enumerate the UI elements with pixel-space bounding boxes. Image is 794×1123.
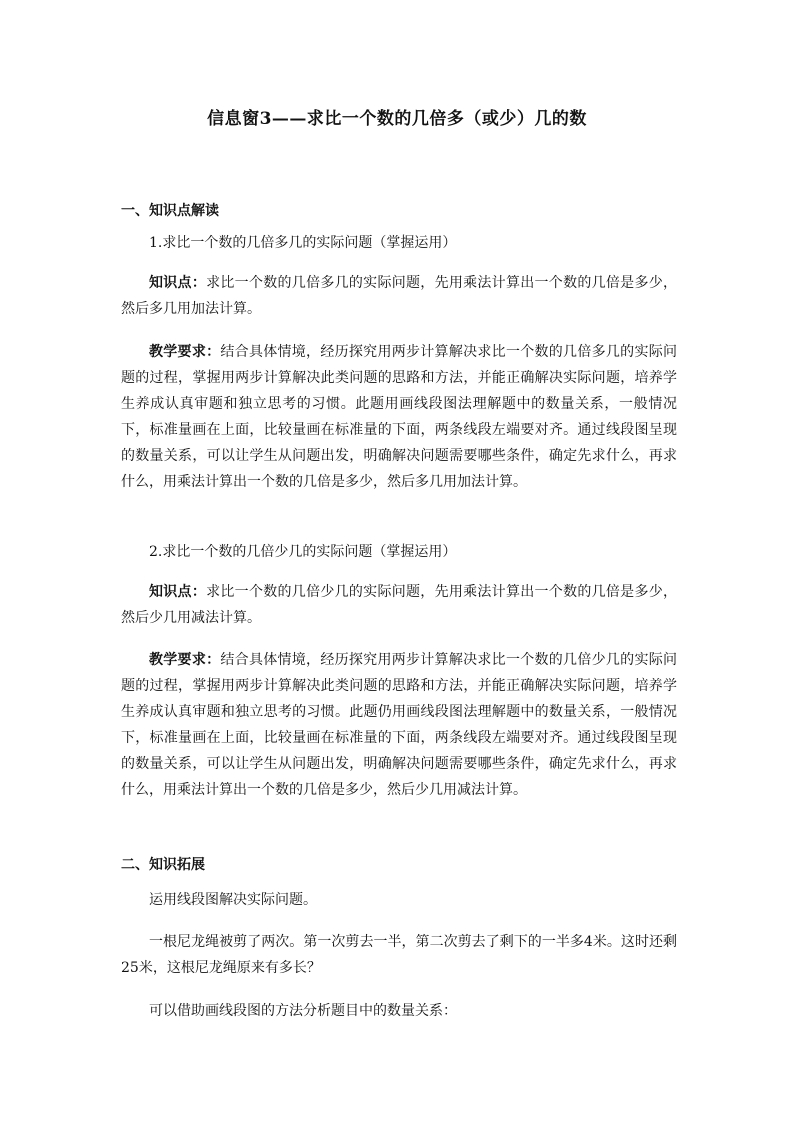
extension-hint: 可以借助画线段图的方法分析题目中的数量关系： xyxy=(149,1003,457,1019)
teaching-label: 教学要求： xyxy=(149,344,221,360)
item2-knowledge-paragraph xyxy=(121,579,677,631)
teaching-label: 教学要求： xyxy=(149,652,221,668)
teaching-text: 结合具体情境，经历探究用两步计算解决求比一个数的几倍少几的实际问题的过程，掌握用两步计算解决此类问题的思路和方法，并能正确解决实际问题，培养学生养成认真审题和独立思考的习惯。此题仍用画线段图法理解题中的数量关系，一般情况下，标准量画在上面，比较量画在标准量的下面，两条线段左端要对齐。通过线段图呈现的数量关系，可以让学生从问题出发，明确解决问题需要哪些条件，确定先求什么，再求什么，用乘法计算出一个数的几倍是多少，然后少几用减法计算。 xyxy=(121,652,677,798)
section-heading-extension: 二、知识拓展 xyxy=(121,857,205,873)
knowledge-label: 知识点： xyxy=(149,584,207,600)
item1-knowledge-paragraph xyxy=(121,270,677,322)
extension-intro: 运用线段图解决实际问题。 xyxy=(149,892,317,908)
knowledge-text: 求比一个数的几倍多几的实际问题，先用乘法计算出一个数的几倍是多少，然后多几用加法计算。 xyxy=(121,275,678,317)
knowledge-label: 知识点： xyxy=(149,275,207,291)
item1-heading: 1.求比一个数的几倍多几的实际问题（掌握运用） xyxy=(149,235,457,251)
section-heading-knowledge: 一、知识点解读 xyxy=(121,203,219,219)
item2-teaching-paragraph xyxy=(121,647,677,803)
page-title: 信息窗3——求比一个数的几倍多（或少）几的数 xyxy=(207,109,587,129)
teaching-text: 结合具体情境，经历探究用两步计算解决求比一个数的几倍多几的实际问题的过程，掌握用两步计算解决此类问题的思路和方法，并能正确解决实际问题，培养学生养成认真审题和独立思考的习惯。此题用画线段图法理解题中的数量关系，一般情况下，标准量画在上面，比较量画在标准量的下面，两条线段左端要对齐。通过线段图呈现的数量关系，可以让学生从问题出发，明确解决问题需要哪些条件，确定先求什么，再求什么，用乘法计算出一个数的几倍是多少，然后多几用加法计算。 xyxy=(121,344,677,490)
item1-teaching-paragraph xyxy=(121,339,677,495)
item2-heading: 2.求比一个数的几倍少几的实际问题（掌握运用） xyxy=(149,544,457,560)
extension-problem: 一根尼龙绳被剪了两次。第一次剪去一半，第二次剪去了剩下的一半多4米。这时还剩25米，这根尼龙绳原来有多长？ xyxy=(121,934,677,976)
knowledge-text: 求比一个数的几倍少几的实际问题，先用乘法计算出一个数的几倍是多少，然后少几用减法计算。 xyxy=(121,584,678,626)
